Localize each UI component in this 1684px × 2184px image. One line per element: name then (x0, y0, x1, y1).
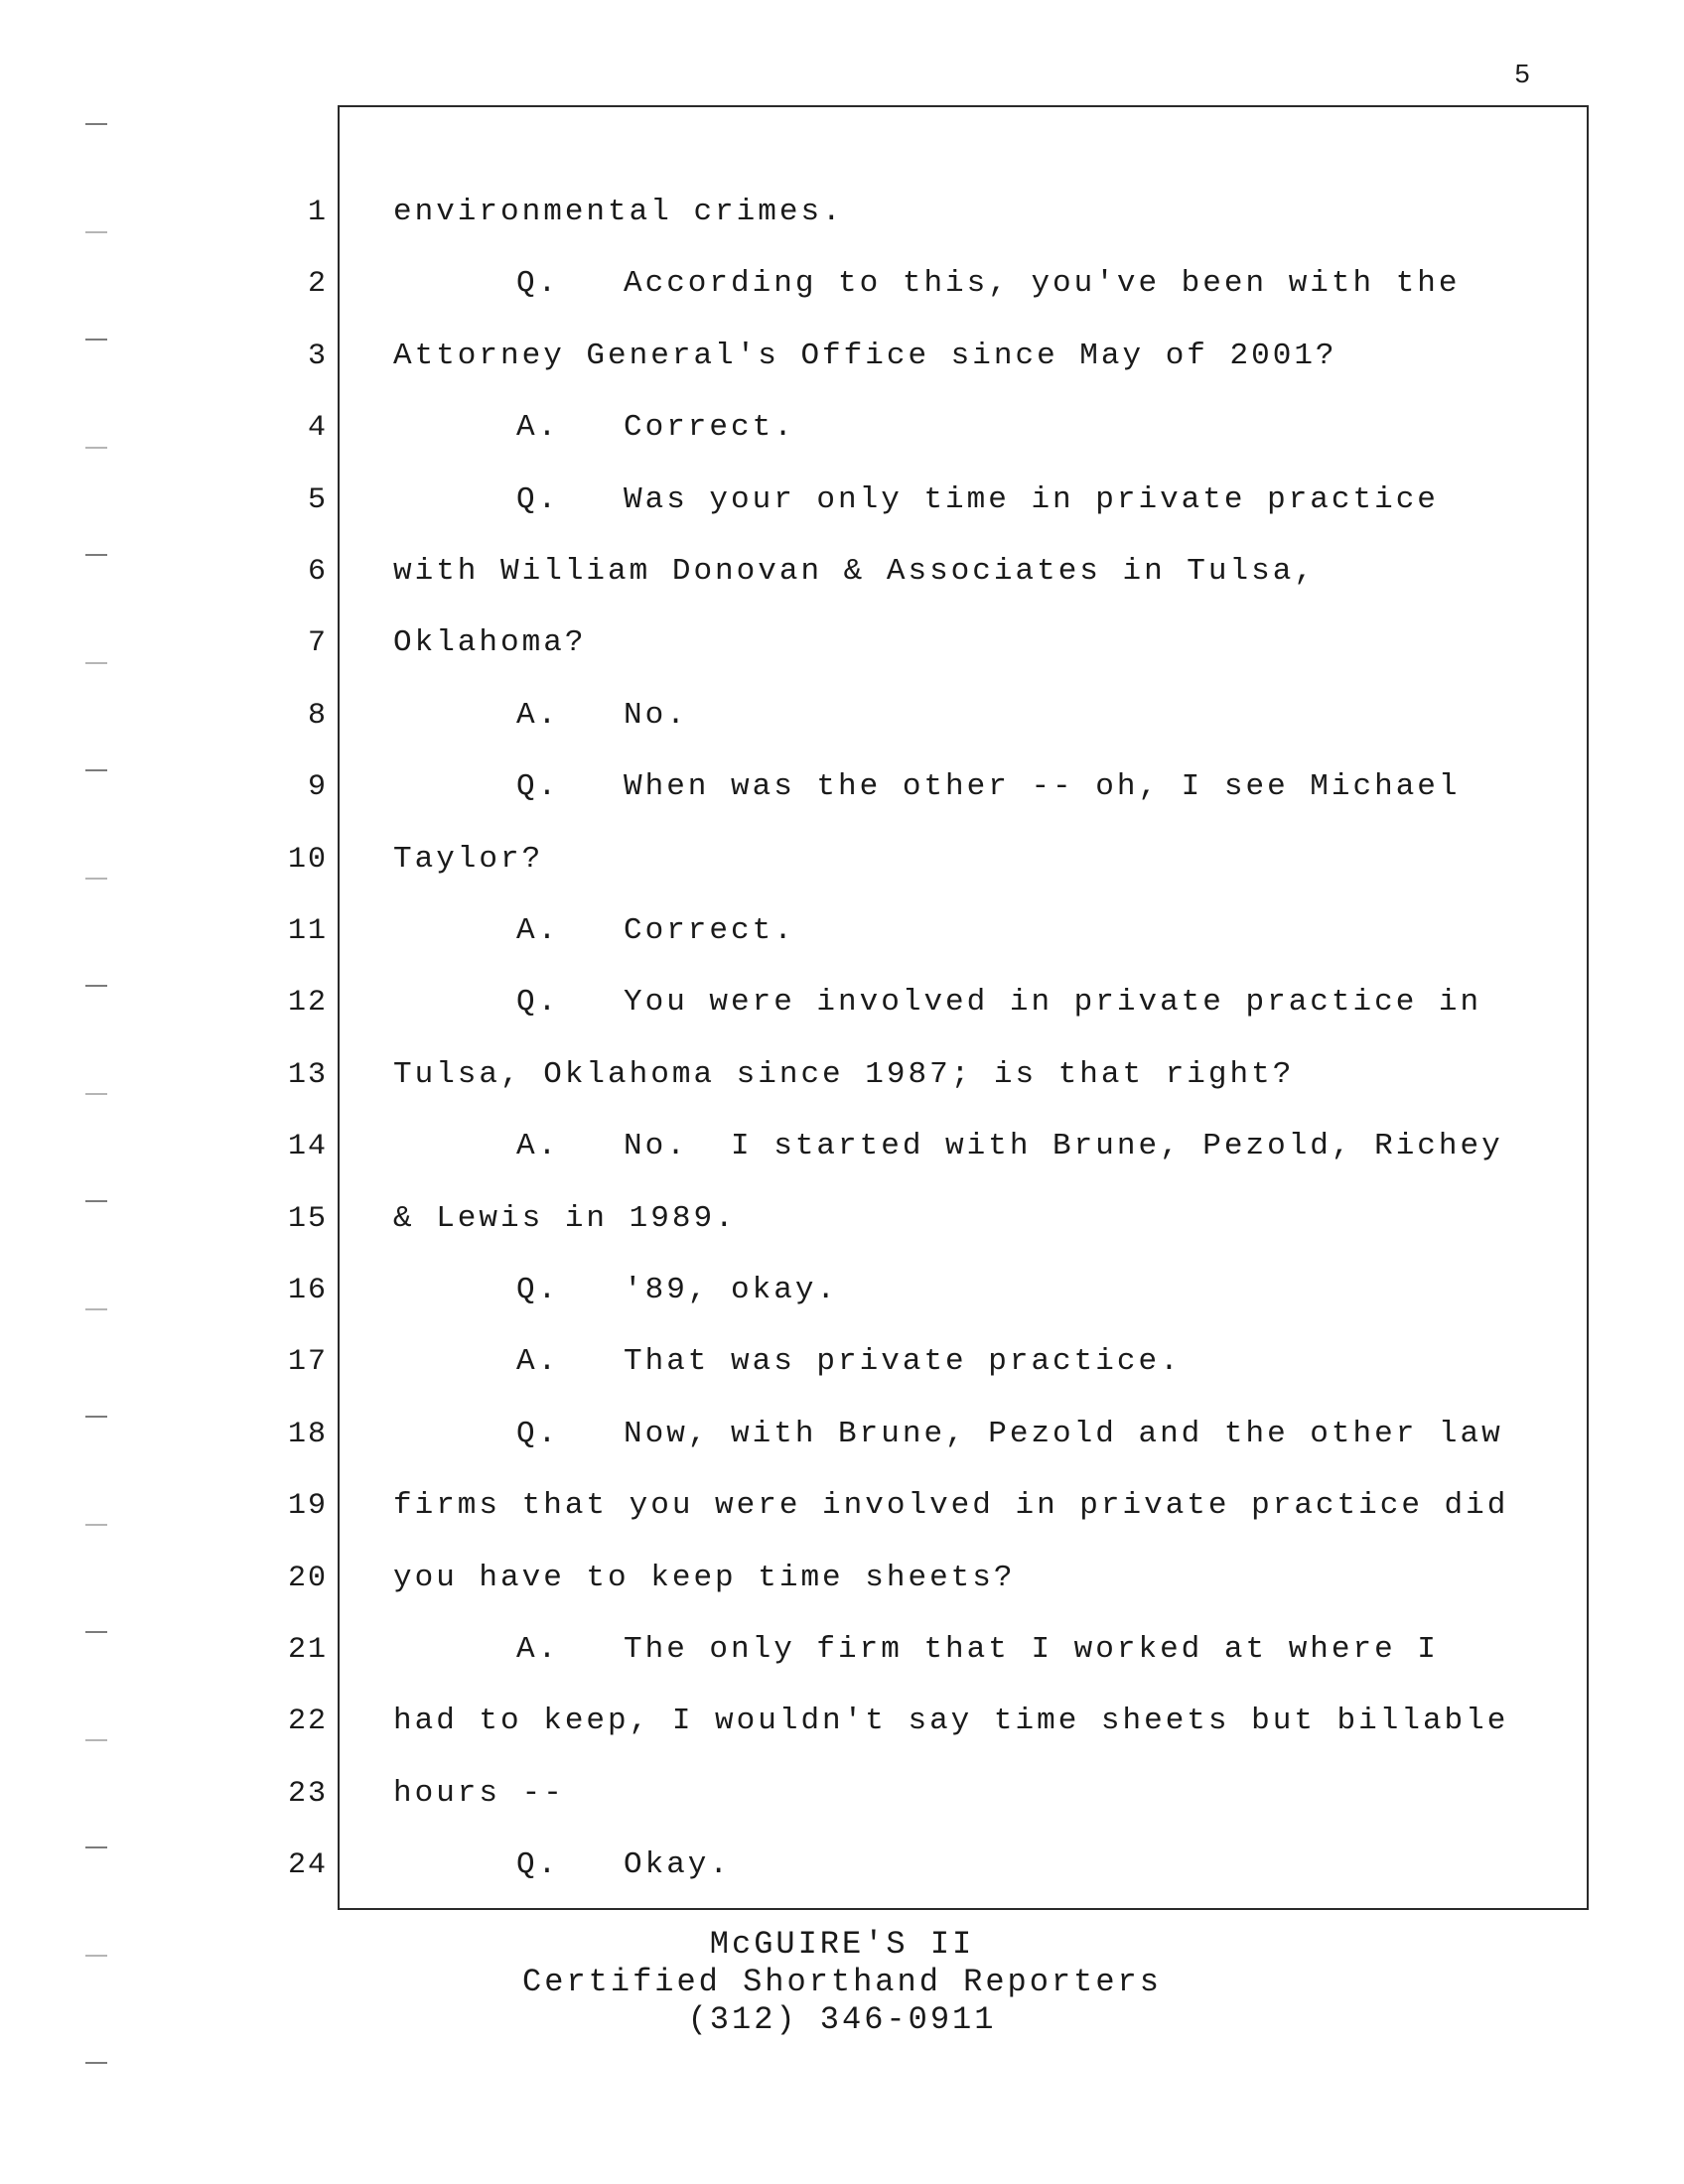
transcript-text: Correct. (624, 410, 795, 445)
margin-mark (85, 1416, 107, 1418)
transcript-text: '89, okay. (624, 1273, 839, 1307)
transcript-text: environmental crimes. (393, 195, 844, 229)
speaker-label: A. (516, 1129, 560, 1163)
margin-mark (85, 1093, 107, 1095)
margin-mark (85, 878, 107, 880)
transcript-text: hours -- (393, 1776, 565, 1811)
margin-mark (85, 339, 107, 341)
line-number: 3 (307, 340, 328, 373)
transcript-text: Attorney General's Office since May of 2001? (393, 339, 1337, 373)
transcript-text: Tulsa, Oklahoma since 1987; is that right? (393, 1057, 1295, 1092)
line-number: 6 (307, 555, 328, 589)
transcript-text: No. (624, 698, 688, 733)
transcript-text: The only firm that I worked at where I (624, 1632, 1439, 1667)
line-number: 19 (287, 1489, 328, 1523)
transcript-text: You were involved in private practice in (624, 985, 1482, 1020)
margin-mark (85, 1739, 107, 1741)
speaker-label: Q. (516, 1273, 560, 1307)
reporter-footer (0, 1926, 1684, 2039)
transcript-text: When was the other -- oh, I see Michael (624, 769, 1461, 804)
transcript-text: No. I started with Brune, Pezold, Richey (624, 1129, 1503, 1163)
line-number: 21 (287, 1633, 328, 1667)
line-number: 4 (307, 411, 328, 445)
margin-mark (85, 1524, 107, 1526)
line-number: 2 (307, 267, 328, 301)
line-number: 15 (287, 1202, 328, 1236)
margin-mark (85, 1631, 107, 1633)
margin-mark (85, 1955, 107, 1957)
speaker-label: A. (516, 698, 560, 733)
transcript-text: According to this, you've been with the (624, 266, 1461, 301)
margin-mark (85, 2062, 107, 2064)
reporter-phone: (312) 346-0911 (687, 2001, 997, 2038)
margin-mark (85, 1200, 107, 1202)
reporter-name: McGUIRE'S II (709, 1926, 975, 1963)
line-number: 22 (287, 1705, 328, 1738)
line-number: 9 (307, 770, 328, 804)
speaker-label: A. (516, 1632, 560, 1667)
transcript-text: Now, with Brune, Pezold and the other law (624, 1417, 1503, 1451)
line-number: 18 (287, 1418, 328, 1451)
transcript-text: & Lewis in 1989. (393, 1201, 737, 1236)
speaker-label: A. (516, 410, 560, 445)
line-number: 16 (287, 1274, 328, 1307)
transcript-text: had to keep, I wouldn't say time sheets but billable (393, 1704, 1509, 1738)
speaker-label: Q. (516, 1417, 560, 1451)
speaker-label: Q. (516, 482, 560, 517)
speaker-label: Q. (516, 1847, 560, 1882)
line-number: 7 (307, 626, 328, 660)
margin-mark (85, 447, 107, 449)
line-number: 1 (307, 196, 328, 229)
transcript-text: Oklahoma? (393, 625, 587, 660)
speaker-label: A. (516, 913, 560, 948)
margin-mark (85, 1308, 107, 1310)
line-number: 10 (287, 843, 328, 877)
transcript-text: firms that you were involved in private practice did (393, 1488, 1509, 1523)
line-number: 12 (287, 986, 328, 1020)
line-number: 8 (307, 699, 328, 733)
transcript-text: Was your only time in private practice (624, 482, 1439, 517)
transcript-text: with William Donovan & Associates in Tulsa, (393, 554, 1316, 589)
line-number: 23 (287, 1777, 328, 1811)
line-number: 24 (287, 1848, 328, 1882)
line-number: 5 (307, 483, 328, 517)
speaker-label: A. (516, 1344, 560, 1379)
margin-mark (85, 231, 107, 233)
transcript-text: Correct. (624, 913, 795, 948)
transcript-text: Taylor? (393, 842, 544, 877)
speaker-label: Q. (516, 266, 560, 301)
line-number: 13 (287, 1058, 328, 1092)
reporter-subtitle: Certified Shorthand Reporters (522, 1964, 1162, 2000)
margin-mark (85, 123, 107, 125)
margin-mark (85, 1846, 107, 1848)
line-number: 14 (287, 1130, 328, 1163)
speaker-label: Q. (516, 769, 560, 804)
margin-mark (85, 769, 107, 771)
transcript-text: That was private practice. (624, 1344, 1182, 1379)
line-number: 11 (287, 914, 328, 948)
margin-mark (85, 985, 107, 987)
line-number: 17 (287, 1345, 328, 1379)
transcript-text: Okay. (624, 1847, 732, 1882)
line-number: 20 (287, 1562, 328, 1595)
speaker-label: Q. (516, 985, 560, 1020)
margin-mark (85, 662, 107, 664)
transcript-text: you have to keep time sheets? (393, 1561, 1016, 1595)
margin-mark (85, 554, 107, 556)
page-number: 5 (1514, 62, 1532, 91)
